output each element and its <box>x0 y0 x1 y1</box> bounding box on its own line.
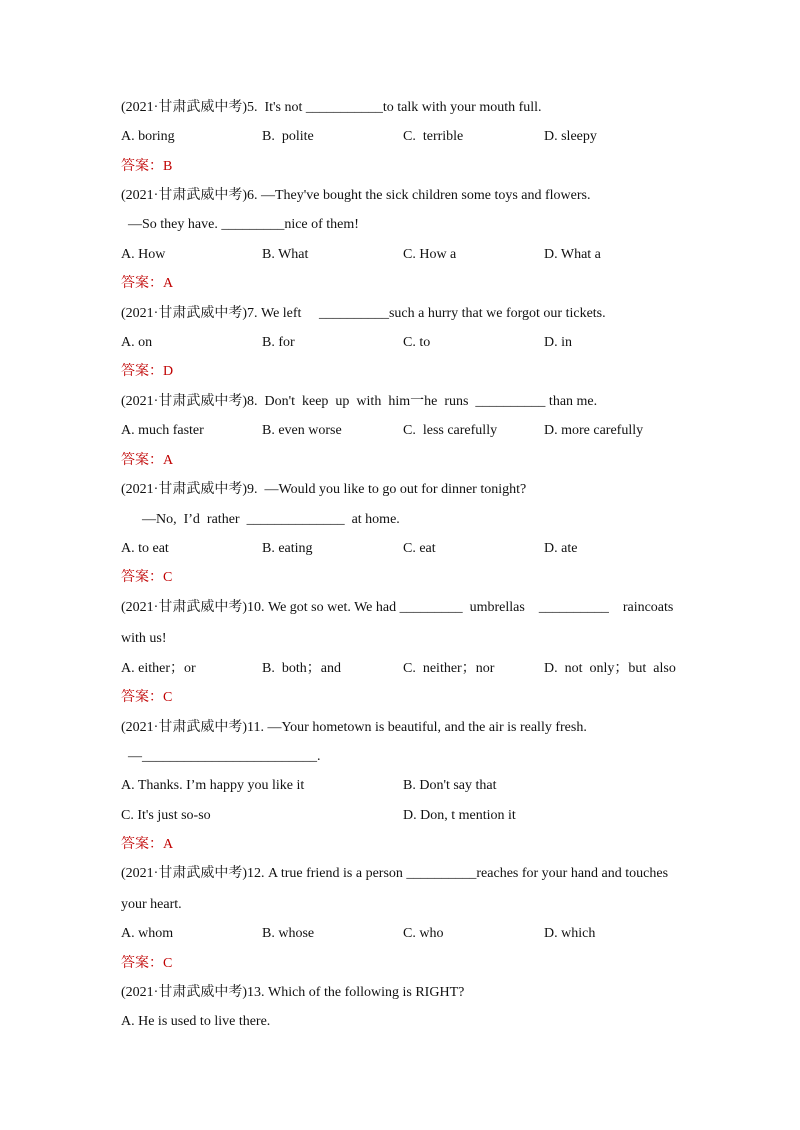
question-7-options <box>121 334 701 352</box>
option-d: D. Don, t mention it <box>403 808 516 823</box>
option-d: D. sleepy <box>544 129 597 144</box>
option-d: D. not only；but also <box>544 661 676 676</box>
option-c: C. neither；nor <box>403 661 495 676</box>
answer-8: 答案：A <box>121 453 174 468</box>
question-10-options <box>121 660 701 678</box>
answer-6: 答案：A <box>121 276 174 291</box>
question-6-reply: —So they have. _________nice of them! <box>121 217 359 232</box>
question-5-stem: (2021·甘肃武威中考)5. It's not ___________to talk with your mouth full. <box>121 100 542 115</box>
question-6-options <box>121 246 701 264</box>
option-a: A. to eat <box>121 541 169 556</box>
option-b: B. both；and <box>262 661 341 676</box>
option-a: A. boring <box>121 129 175 144</box>
option-a: A. Thanks. I’m happy you like it <box>121 778 305 793</box>
option-c: C. eat <box>403 541 436 556</box>
question-11-options-row2 <box>121 807 701 825</box>
answer-7: 答案：D <box>121 364 174 379</box>
option-c: C. to <box>403 335 431 350</box>
option-b: B. even worse <box>262 423 342 438</box>
question-11-stem: (2021·甘肃武威中考)11. —Your hometown is beautiful, and the air is really fresh. <box>121 720 587 735</box>
question-13-options <box>121 1013 701 1031</box>
question-9-stem: (2021·甘肃武威中考)9. —Would you like to go out for dinner tonight? <box>121 482 527 497</box>
question-11-options-row1 <box>121 777 701 795</box>
question-12-stem-cont: your heart. <box>121 897 182 912</box>
question-10-stem-cont: with us! <box>121 631 167 646</box>
option-d: D. in <box>544 335 572 350</box>
question-11-reply: —_________________________. <box>121 749 321 764</box>
question-9-options <box>121 540 701 558</box>
option-b: B. Don't say that <box>403 778 497 793</box>
answer-5: 答案：B <box>121 159 173 174</box>
option-c: C. who <box>403 926 444 941</box>
question-8-stem: (2021·甘肃武威中考)8. Don't keep up with him一he runs __________ than me. <box>121 394 598 409</box>
option-d: D. What a <box>544 247 601 262</box>
question-13-stem: (2021·甘肃武威中考)13. Which of the following is RIGHT? <box>121 985 465 1000</box>
question-12-stem: (2021·甘肃武威中考)12. A true friend is a person __________reaches for your hand and touches <box>121 866 669 881</box>
answer-10: 答案：C <box>121 690 173 705</box>
option-d: D. ate <box>544 541 578 556</box>
question-12-options <box>121 925 701 943</box>
answer-12: 答案：C <box>121 956 173 971</box>
option-a: A. on <box>121 335 153 350</box>
option-b: B. eating <box>262 541 313 556</box>
option-b: B. polite <box>262 129 314 144</box>
question-7-stem: (2021·甘肃武威中考)7. We left __________such a hurry that we forgot our tickets. <box>121 306 606 321</box>
option-b: B. whose <box>262 926 315 941</box>
option-b: B. for <box>262 335 295 350</box>
question-8-options <box>121 422 701 440</box>
option-d: D. more carefully <box>544 423 644 438</box>
option-a: A. whom <box>121 926 174 941</box>
option-b: B. What <box>262 247 309 262</box>
option-a: A. How <box>121 247 166 262</box>
question-9-reply: —No, I’d rather ______________ at home. <box>121 512 400 527</box>
option-a: A. He is used to live there. <box>121 1014 271 1029</box>
question-10-stem: (2021·甘肃武威中考)10. We got so wet. We had _________ umbrellas __________ raincoats <box>121 600 674 615</box>
option-a: A. either；or <box>121 661 196 676</box>
answer-9: 答案：C <box>121 570 173 585</box>
question-5-options <box>121 128 701 146</box>
option-a: A. much faster <box>121 423 204 438</box>
answer-11: 答案：A <box>121 837 174 852</box>
option-c: C. It's just so-so <box>121 808 211 823</box>
option-c: C. How a <box>403 247 457 262</box>
question-6-stem: (2021·甘肃武威中考)6. —They've bought the sick children some toys and flowers. <box>121 188 591 203</box>
option-d: D. which <box>544 926 596 941</box>
option-c: C. terrible <box>403 129 464 144</box>
option-c: C. less carefully <box>403 423 498 438</box>
